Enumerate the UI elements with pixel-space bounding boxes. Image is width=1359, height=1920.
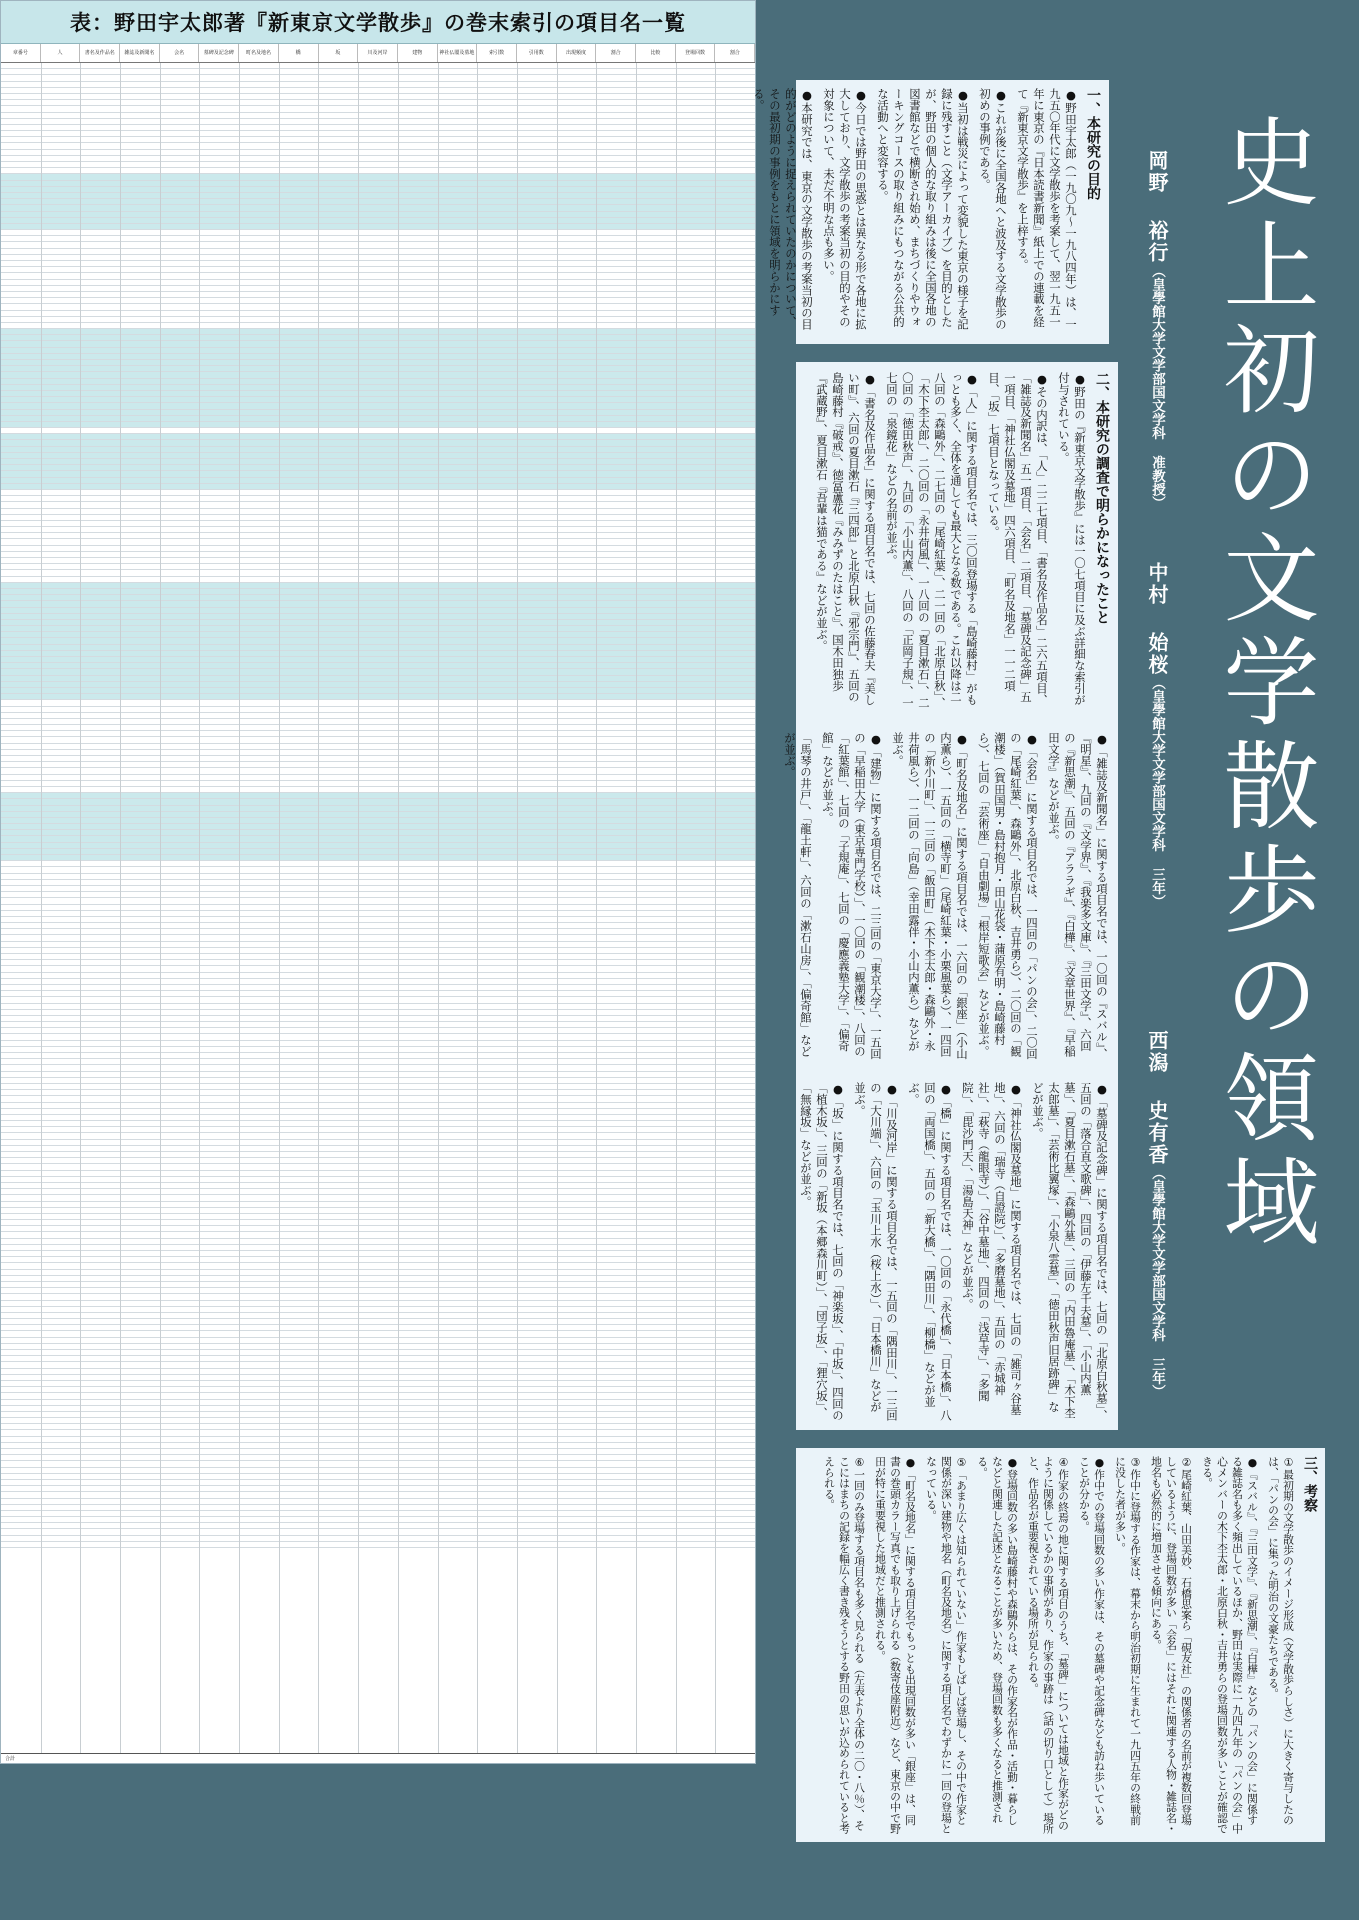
table-column-rule (358, 63, 359, 1753)
table-col-header: 雑誌及新聞名 (120, 44, 160, 62)
table-column-rule (41, 63, 42, 1753)
table-col-header: 登場回数 (676, 44, 716, 62)
discussion-para: ②尾崎紅葉、山田美妙、石橋思案ら「硯友社」の関係者の名前が複数回登場しているように、登場回数が多い「会名」にはそれに関連する人物・雑誌名・地名も必然的に増加させる傾向にある。 (1150, 1456, 1193, 1834)
discussion-para: ●登場回数の多い島崎藤村や森鷗外らは、その作家名が作品・活動・暮らしなどと関連した記述となることが多いため、登場回数も多くなると推測される。 (976, 1456, 1019, 1826)
table-column-rule (557, 63, 558, 1753)
table-col-header: 索引数 (477, 44, 517, 62)
table-col-header: 引用数 (517, 44, 557, 62)
findings-para: ●野田の『新東京文学散歩』には一〇七項目に及ぶ詳細な索引が付与されている。 (1057, 372, 1087, 706)
table-row (1, 1542, 755, 1548)
section-discussion (796, 1448, 1325, 1842)
poster-title: 史上初の文学散歩の領域 (1208, 112, 1320, 1256)
table-col-header: 章番号 (1, 44, 41, 62)
table-column-rule (279, 63, 280, 1753)
author-name: 岡野 裕行 (1145, 150, 1169, 264)
author-affiliation: （皇學館大学文学部国文学科 三年） (1149, 1166, 1165, 1398)
table-col-header: 会名 (160, 44, 200, 62)
table-column-rule (160, 63, 161, 1753)
table-column-rule (676, 63, 677, 1753)
findings-para: ●「坂」に関する項目名では、七回の「神楽坂」、「中坂」、四回の「植木坂」、三回の「新坂（本郷森川町）」、「団子坂」、「狸穴坂」、「無縁坂」などが並ぶ。 (799, 1082, 845, 1421)
table-col-header: 割合 (715, 44, 755, 62)
table-header (1, 44, 755, 63)
findings-para: ●「人」に関する項目名では、三〇回登場する「島崎藤村」がもっとも多く、全体を通しても最大となる数である。これ以降は二八回の「森鷗外」、二七回の「尾崎紅葉」、二一回の「北原白秋」、「木下杢太郎」、二〇回の「永井荷風」、一八回の「夏目漱石」、二〇回の「徳田秋声」、九回の「小山内薫」、八回の「正岡子規」、一七回の「泉鏡花」などの名前が並ぶ。 (885, 372, 979, 709)
findings-para: ●「川及河岸」に関する項目名では、一五回の「隅田川」、一三回の「大川端」、六回の「玉川上水（桜上水）」、「日本橋川」などが並ぶ。 (853, 1082, 899, 1421)
purpose-para: ●本研究では、東京の文学散歩の考案当初の目的がどのように捉えられていたのかについて、その最初期の事例をもとに領域を明らかにする。 (752, 88, 814, 330)
table-col-header: 墓碑及記念碑 (199, 44, 239, 62)
discussion-para: ●「町名及地名」に関する項目名でもっとも出現回数が多い「銀座」は、同書の巻頭カラー写真でも取り上げられる（数寄伎座附近）など、東京の中で野田が特に重要視した地域だと推測される。 (874, 1456, 917, 1834)
table-col-header: 割合 (596, 44, 636, 62)
findings-para: ●「町名及地名」に関する項目名では、一六回の「銀座」（小山内薫ら）、一五回の「横寺町」（尾崎紅葉・小栗風葉ら）、一四回の「新小川町」、一三回の「飯田町」（木下杢太郎・森鷗外・永井荷風ら）、一二回の「向島」（幸田露伴・小山内薫ら）などが並ぶ。 (891, 732, 969, 1060)
findings-para: ●その内訳は、「人」二二七項目、「書名及作品名」二六五項目、「雑誌及新聞名」五一項目、「会名」二項目、「墓碑及記念碑」五一項目、「神社仏閣及墓地」四六項目、「町名及地名」一一二項目、「坂」七項目となっている。 (987, 372, 1049, 706)
author-affiliation: （皇學館大学文学部国文学科 三年） (1149, 676, 1165, 908)
table-col-header: 出現頻度 (557, 44, 597, 62)
discussion-para: ●『スバル』、『三田文学』、『新思潮』、『白樺』などの「パンの会」に関係する雑誌名も多く頻出しているほか、野田は実際に一九四九年の「パンの会」中心メンバーの木下杢太郎・北原白秋・吉井勇らの登場回数が多いことが確認できる。 (1201, 1456, 1259, 1834)
table-col-header: 橋 (279, 44, 319, 62)
table-column-rule (398, 63, 399, 1753)
table-col-header: 坂 (319, 44, 359, 62)
purpose-para: ●これが後に全国各地へと波及する文学散歩の初めの事例である。 (978, 88, 1008, 330)
author-nishigata (1140, 1030, 1174, 1790)
table-col-header: 町名及地名 (239, 44, 279, 62)
table-column-rule (318, 63, 319, 1753)
findings-para: ●「橋」に関する項目名では、一〇回の「永代橋」、「日本橋」、八回の「両国橋」、五回の「新大橋」、「隅田川」、「柳橋」などが並ぶ。 (907, 1082, 953, 1421)
discussion-para: ⑥一回のみ登場する項目名も多く見られる（左表より全体の二〇・八％）、そこにはまちの記録を幅広く書き残そうとする野田の思いが込められていると考えられる。 (823, 1456, 866, 1834)
table-title: 表：野田宇太郎著『新東京文学散歩』の巻末索引の項目名一覧 (1, 1, 755, 44)
purpose-para: ●野田宇太郎（一九〇九～一九八四年）は、一九五〇年代に文学散歩を考案して、翌一九五一年に東京の『日本読書新聞』紙上での連載を経て『新東京文学散歩』を上梓する。 (1016, 88, 1078, 330)
table-col-header: 神社仏閣及墓地 (438, 44, 478, 62)
table-column-rule (438, 63, 439, 1753)
findings-para: ●「雑誌及新聞名」に関する項目名では、一〇回の『スバル』、『明星』、九回の『文学界』、『我楽多文庫』、『三田文学』、六回の『新思潮』、五回の『アララギ』、『白樺』、『文章世界』、『早稲田文学』などが並ぶ。 (1047, 732, 1109, 1060)
findings-para: ●「墓碑及記念碑」に関する項目名では、七回の「北原白秋墓」、五回の「落合直文歌碑」、四回の「伊藤左千夫墓」、「小山内薫墓」、「夏目漱石墓」、「森鷗外墓」、三回の「内田魯庵墓」、「木下杢太郎墓」、「芸術比翼塚」、「小泉八雲墓」、「徳田秋声旧居跡碑」などが並ぶ。 (1031, 1082, 1109, 1421)
table-column-rule (517, 63, 518, 1753)
table-column-rule (199, 63, 200, 1753)
discussion-para: ①最初期の文学散歩のイメージ形成（文学散歩らしさ）に大きく寄与したのは、「パンの会」に集った明治の文豪たちである。 (1267, 1456, 1295, 1826)
table-column-rule (715, 63, 716, 1753)
section-findings-heading: 二、本研究の調査で明らかになったこと (1094, 372, 1110, 624)
table-column-rule (596, 63, 597, 1753)
findings-para: ●「書名及作品名」に関する項目名では、七回の佐藤春夫『美しい町』、六回の夏目漱石『三四郎』と北原白秋『邪宗門』、五回の島崎藤村『破戒』、徳冨蘆花『みみずのたはこと』、国木田独歩『武蔵野』、夏目漱石『吾輩は猫である』などが並ぶ。 (815, 372, 877, 706)
purpose-para: ●今日では野田の思惑とは異なる形で各地に拡大しており、文学散歩の考案当初の目的やその対象について、未だ不明な点も多い。 (822, 88, 868, 330)
purpose-para: ●当初は戦災によって変貌した東京の様子を記録に残すこと（文学アーカイブ）を目的としたが、野田の個人的な取り組みは後に全国各地の図書館などで横断され始め、まちづくりやウォーキングコースの取り組みにもつながる公共的な活動へと変容する。 (876, 88, 970, 330)
author-name: 西潟 史有香 (1145, 1030, 1169, 1166)
table-col-header: 建物 (398, 44, 438, 62)
findings-para: ●「会名」に関する項目名では、一四回の「パンの会」、二〇回の「尾崎紅葉」、森鷗外」、北原白秋、吉井勇ら）、二〇回の「観潮楼」（賀田国男・島村抱月・田山花袋・蒲原有明・島崎藤村ら）、七回の「芸術座」「自由劇場」「根岸短歌会」などが並ぶ。 (977, 732, 1039, 1060)
table-column-rule (239, 63, 240, 1753)
section-purpose-heading: 一、本研究の目的 (1085, 88, 1101, 200)
section-purpose (752, 80, 1109, 344)
discussion-para: ⑤「あまり広くは知られていない」作家もしばしば登場し、その中で作家と関係が深い建物や地名（町名及地名）に関する項目名でわずかに一回の登場となっている。 (925, 1456, 968, 1834)
table-column-rule (636, 63, 637, 1753)
table-footer: 合計 (1, 1753, 755, 1764)
findings-para: 「馬琴の井戸」、「龍土軒」、六回の「漱石山房」、「偏奇館」などが並ぶ。 (783, 732, 813, 1057)
table-col-header: 比較 (636, 44, 676, 62)
author-affiliation: （皇學館大学文学部国文学科 准教授） (1149, 264, 1165, 510)
section-findings (783, 362, 1118, 1430)
table-col-header: 川及河岸 (358, 44, 398, 62)
table-col-header: 書名及作品名 (80, 44, 120, 62)
table-col-header: 人 (41, 44, 81, 62)
discussion-para: ③作中に登場する作家は、幕末から明治初期に生まれて一九四五年の終戦前に没した者が多い。 (1114, 1456, 1142, 1826)
table-column-rule (80, 63, 81, 1753)
discussion-para: ●作中での登場回数の多い作家は、その墓碑や記念碑なども訪ね歩いていることが分かる。 (1078, 1456, 1106, 1826)
table-column-rule (477, 63, 478, 1753)
table-body (1, 63, 755, 1753)
findings-para: ●「建物」に関する項目名では、二三回の「東京大学」、一五回の「早稲田大学（東京専門学校）」、一〇回の「観潮楼」、八回の「紅葉館」、七回の「子規庵」、七回の「慶應義塾大学」、「偏奇館」などが並ぶ。 (821, 732, 883, 1060)
table-column-rule (120, 63, 121, 1753)
section-discussion-heading: 三、考察 (1302, 1456, 1318, 1512)
findings-para: ●「神社仏閣及墓地」に関する項目名では、七回の「雑司ヶ谷墓地」、六回の「瑞寺（自證院）」、「多磨墓地」、五回の「赤城神社」、「萩寺（龍眼寺）」、「谷中墓地」、四回の「浅草寺」、「多聞院」、「毘沙門天」、「湯島天神」などが並ぶ。 (961, 1082, 1023, 1416)
author-name: 中村 始桜 (1145, 562, 1169, 676)
discussion-para: ④作家の終焉の地に関する項目のうち、「墓碑」については地域と作家がどのように関係しているかの事例があり、作家の事跡は（話の切り口として）場所と、作品名が重要視されている場所が見られる。 (1027, 1456, 1070, 1834)
